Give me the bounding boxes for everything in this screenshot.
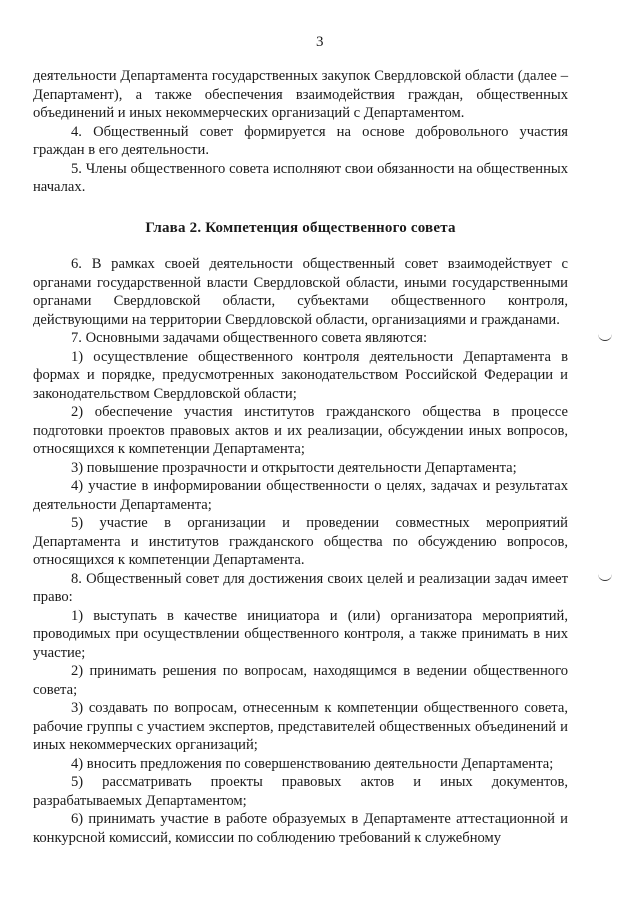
paragraph: 4) вносить предложения по совершенствованию деятельности Департамента; <box>71 755 554 772</box>
paragraph: 7. Основными задачами общественного совета являются: <box>71 330 428 346</box>
paragraph: 8. Общественный совет для достижения своих целей и реализации задач имеет право: <box>33 570 568 605</box>
paragraph: 4. Общественный совет формируется на основе добровольного участия граждан в его деятельности. <box>33 123 568 158</box>
paragraph: 2) обеспечение участия институтов гражданского общества в процессе подготовки проектов правовых актов и их реализации, обсуждении иных вопросов, относящихся к компетенции Департамента; <box>33 404 568 457</box>
paragraph: 5) рассматривать проекты правовых актов и иных документов, разрабатываемых Департаментом; <box>33 774 568 809</box>
paragraph: 3) повышение прозрачности и открытости деятельности Департамента; <box>71 459 517 476</box>
paragraph: 1) осуществление общественного контроля деятельности Департамента в формах и порядке, предусмотренных законодательством Российской Федерации и законодательством Свердловской области; <box>33 348 568 402</box>
paragraph: 3) создавать по вопросам, отнесенным к компетенции общественного совета, рабочие группы с участием экспертов, представителей общественных объединений и иных некоммерческих организаций; <box>33 700 568 753</box>
paragraph: 6. В рамках своей деятельности общественный совет взаимодействует с органами государственной власти Свердловской области, иными государственными органами Свердловской области, субъектами общественного контроля, действующими на территории Свердловской области, организациями и гражданами. <box>33 256 568 328</box>
paragraph: 5. Члены общественного совета исполняют свои обязанности на общественных началах. <box>33 160 568 195</box>
paragraph: 4) участие в информировании общественности о целях, задачах и результатах деятельности Департамента; <box>33 478 568 513</box>
scan-artifact-mark <box>598 332 612 341</box>
intro-paragraphs <box>33 67 568 197</box>
paragraph: 2) принимать решения по вопросам, находящимся в ведении общественного совета; <box>33 663 568 698</box>
paragraph: 6) принимать участие в работе образуемых в Департаменте аттестационной и конкурсной комиссий, комиссии по соблюдению требований к служебному <box>33 811 568 846</box>
chapter-heading: Глава 2. Компетенция общественного совета <box>145 219 456 236</box>
page-number: 3 <box>316 34 324 50</box>
document-body <box>33 67 568 847</box>
paragraph: 5) участие в организации и проведении совместных мероприятий Департамента и институтов гражданского общества по обсуждению вопросов, относящихся к компетенции Департамента. <box>33 515 568 568</box>
paragraph: деятельности Департамента государственных закупок Свердловской области (далее – Департамент), а также обеспечения взаимодействия граждан, общественных объединений и иных некоммерческих организаций с Департаментом. <box>33 68 568 121</box>
scan-artifact-mark <box>598 572 612 581</box>
chapter-paragraphs <box>33 255 568 847</box>
paragraph: 1) выступать в качестве инициатора и (или) организатора мероприятий, проводимых при осуществлении общественного контроля, а также принимать в них участие; <box>33 607 568 661</box>
